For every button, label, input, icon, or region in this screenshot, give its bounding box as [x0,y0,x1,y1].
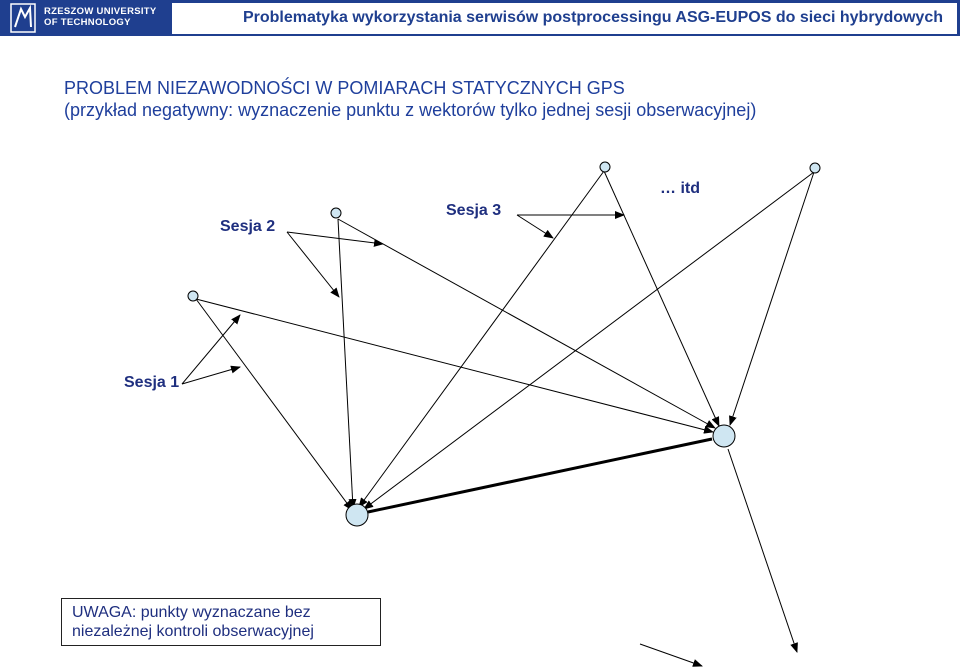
logo-line-2: OF TECHNOLOGY [44,17,131,28]
header-title: Problematyka wykorzystania serwisów postprocessingu ASG-EUPOS do sieci hybrydowych [242,9,943,26]
logo-line-1: RZESZOW UNIVERSITY [44,6,157,17]
session2-label: Sesja 2 [220,218,276,235]
gps-vector [728,449,797,652]
gps-vector [196,299,713,432]
determined-point [713,425,735,447]
gps-vector [604,171,719,426]
station-point [331,208,341,218]
slide-heading: PROBLEM NIEZAWODNOŚCI W POMIARACH STATYCZNYCH GPS [64,78,625,98]
session1-label: Sesja 1 [124,374,180,391]
gps-vector [196,299,352,510]
slide-subheading: (przykład negatywny: wyznaczenie punktu z wektorów tylko jednej sesji obserwacyjnej) [64,100,757,120]
gps-vector [359,171,604,507]
determined-point [346,504,368,526]
station-point [188,291,198,301]
session3-pointer-arrow [517,215,553,238]
gps-vector [338,219,715,428]
determined-baseline [368,439,712,512]
station-point [810,163,820,173]
session2-pointer-arrow [287,232,339,297]
gps-vector [364,172,814,509]
gps-vector [338,219,353,508]
gps-vector [730,172,814,425]
note-line-1: UWAGA: punkty wyznaczane bez [72,604,311,621]
etc-label: … itd [660,180,700,197]
session3-label: Sesja 3 [446,202,502,219]
session2-pointer-arrow [287,232,383,244]
note-box [61,598,381,646]
session1-pointer-arrow [182,367,240,384]
station-point [600,162,610,172]
gps-vector [640,644,702,666]
session1-pointer-arrow [182,315,240,384]
note-line-2: niezależnej kontroli obserwacyjnej [72,623,314,640]
